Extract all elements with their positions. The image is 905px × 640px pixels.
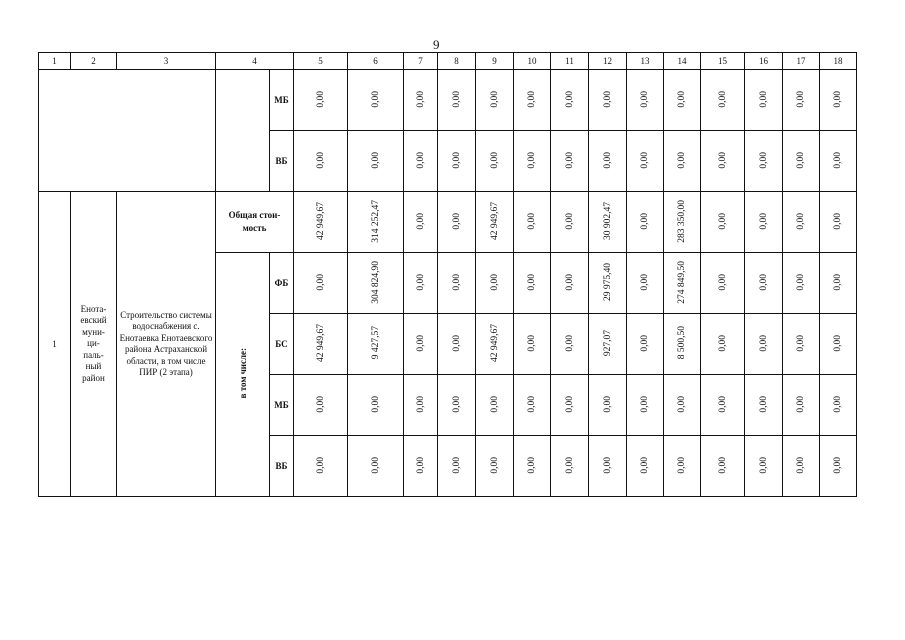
value-cell-text: 0,00 — [315, 90, 326, 108]
value-cell — [627, 436, 664, 497]
value-cell — [294, 131, 348, 192]
value-cell-text: 0,00 — [640, 334, 650, 352]
value-cell-text: 0,00 — [489, 151, 500, 169]
value-cell-text: 0,00 — [415, 90, 426, 108]
total-value-cell — [514, 192, 551, 253]
column-header: 13 — [627, 53, 664, 70]
value-cell — [476, 253, 514, 314]
value-cell-text: 0,00 — [315, 151, 326, 169]
value-cell-text: 0,00 — [717, 334, 728, 352]
value-cell-text: 927,07 — [602, 329, 613, 357]
value-cell — [294, 70, 348, 131]
total-value-cell-text: 0,00 — [758, 212, 769, 230]
value-cell — [476, 436, 514, 497]
total-value-cell-text: 0,00 — [564, 212, 575, 230]
table-body — [39, 53, 857, 497]
column-header: 5 — [294, 53, 348, 70]
value-cell-text: 0,00 — [833, 90, 843, 108]
value-cell — [664, 375, 701, 436]
value-cell-text: 0,00 — [677, 151, 687, 169]
value-cell — [820, 70, 857, 131]
value-cell-text: 0,00 — [370, 456, 381, 474]
value-cell — [404, 375, 438, 436]
value-cell — [404, 314, 438, 375]
value-cell — [551, 375, 589, 436]
value-cell — [476, 70, 514, 131]
column-header: 8 — [438, 53, 476, 70]
value-cell — [348, 375, 404, 436]
value-cell — [664, 314, 701, 375]
value-cell — [438, 70, 476, 131]
source-label: ВБ — [270, 436, 294, 497]
column-header: 16 — [745, 53, 783, 70]
value-cell-text: 0,00 — [602, 90, 613, 108]
total-value-cell-text: 314 252,47 — [370, 199, 381, 243]
value-cell — [476, 314, 514, 375]
value-cell — [820, 314, 857, 375]
value-cell — [783, 375, 820, 436]
value-cell-text: 0,00 — [315, 395, 326, 413]
value-cell — [783, 253, 820, 314]
value-cell — [589, 314, 627, 375]
value-cell — [701, 70, 745, 131]
source-label: МБ — [270, 375, 294, 436]
value-cell-text: 0,00 — [415, 273, 426, 291]
value-cell-text: 0,00 — [564, 273, 575, 291]
value-cell-text: 0,00 — [602, 395, 613, 413]
total-value-cell-text: 283 350,00 — [677, 199, 687, 243]
value-cell-text: 0,00 — [717, 151, 728, 169]
value-cell-text: 0,00 — [833, 395, 843, 413]
value-cell-text: 0,00 — [758, 395, 769, 413]
total-cost-label: Общая стои- мость — [216, 192, 294, 253]
column-header: 15 — [701, 53, 745, 70]
value-cell-text: 0,00 — [602, 151, 613, 169]
total-value-cell — [404, 192, 438, 253]
total-value-cell-text: 42 949,67 — [489, 202, 500, 240]
total-value-cell — [783, 192, 820, 253]
column-header: 4 — [216, 53, 294, 70]
value-cell — [294, 375, 348, 436]
value-cell-text: 0,00 — [640, 395, 650, 413]
page-number: 9 — [433, 37, 440, 52]
header-row — [39, 53, 857, 70]
total-value-cell-text: 0,00 — [796, 212, 806, 230]
value-cell — [701, 131, 745, 192]
table-row — [39, 192, 857, 253]
value-cell-text: 0,00 — [796, 334, 806, 352]
value-cell — [404, 131, 438, 192]
value-cell-text: 0,00 — [833, 334, 843, 352]
total-value-cell-text: 0,00 — [717, 212, 728, 230]
value-cell-text: 0,00 — [717, 456, 728, 474]
value-cell — [348, 70, 404, 131]
total-value-cell — [438, 192, 476, 253]
empty-cell — [216, 70, 270, 192]
total-value-cell — [701, 192, 745, 253]
value-cell — [745, 253, 783, 314]
total-value-cell-text: 0,00 — [527, 212, 537, 230]
value-cell-text: 0,00 — [527, 334, 537, 352]
value-cell-text: 0,00 — [527, 151, 537, 169]
value-cell — [783, 70, 820, 131]
column-header: 17 — [783, 53, 820, 70]
value-cell-text: 0,00 — [717, 90, 728, 108]
value-cell-text: 0,00 — [415, 334, 426, 352]
value-cell — [476, 131, 514, 192]
source-label: ВБ — [270, 131, 294, 192]
value-cell — [514, 314, 551, 375]
value-cell-text: 0,00 — [564, 151, 575, 169]
value-cell-text: 0,00 — [451, 456, 462, 474]
value-cell — [294, 253, 348, 314]
value-cell-text: 0,00 — [527, 456, 537, 474]
value-cell — [438, 375, 476, 436]
value-cell — [664, 131, 701, 192]
total-value-cell — [476, 192, 514, 253]
column-header: 3 — [117, 53, 216, 70]
value-cell — [589, 253, 627, 314]
value-cell — [701, 314, 745, 375]
value-cell — [551, 436, 589, 497]
value-cell — [701, 253, 745, 314]
project-cell: Строительство системы водоснабжения с. Енотаевка Енотаевского района Астраханской области, в том числе ПИР (2 этапа) — [117, 192, 216, 497]
column-header: 11 — [551, 53, 589, 70]
value-cell — [348, 253, 404, 314]
row-number: 1 — [39, 192, 71, 497]
source-label: БС — [270, 314, 294, 375]
value-cell — [745, 70, 783, 131]
value-cell-text: 8 500,50 — [677, 326, 687, 360]
value-cell-text: 0,00 — [527, 395, 537, 413]
value-cell-text: 0,00 — [415, 395, 426, 413]
value-cell-text: 0,00 — [451, 273, 462, 291]
value-cell — [627, 314, 664, 375]
value-cell-text: 0,00 — [758, 273, 769, 291]
value-cell — [701, 436, 745, 497]
value-cell-text: 0,00 — [370, 395, 381, 413]
value-cell — [745, 314, 783, 375]
value-cell — [783, 436, 820, 497]
value-cell-text: 0,00 — [677, 456, 687, 474]
value-cell — [404, 436, 438, 497]
value-cell — [551, 314, 589, 375]
value-cell — [438, 253, 476, 314]
total-value-cell-text: 30 902,47 — [602, 202, 613, 240]
total-value-cell — [664, 192, 701, 253]
district-cell: Енота- евский муни- ци- паль- ный район — [71, 192, 117, 497]
value-cell — [664, 436, 701, 497]
column-header: 14 — [664, 53, 701, 70]
value-cell-text: 0,00 — [451, 90, 462, 108]
table-row — [39, 70, 857, 131]
column-header: 6 — [348, 53, 404, 70]
value-cell — [664, 253, 701, 314]
value-cell-text: 0,00 — [717, 395, 728, 413]
value-cell-text: 0,00 — [833, 456, 843, 474]
value-cell-text: 42 949,67 — [315, 324, 326, 362]
value-cell — [627, 70, 664, 131]
value-cell — [820, 436, 857, 497]
value-cell — [627, 253, 664, 314]
value-cell — [476, 375, 514, 436]
value-cell-text: 42 949,67 — [489, 324, 500, 362]
value-cell-text: 0,00 — [564, 395, 575, 413]
value-cell — [820, 375, 857, 436]
value-cell-text: 0,00 — [677, 395, 687, 413]
value-cell — [551, 131, 589, 192]
including-label-text: в том числе: — [237, 348, 248, 399]
value-cell-text: 0,00 — [564, 90, 575, 108]
total-value-cell — [294, 192, 348, 253]
value-cell — [551, 253, 589, 314]
including-label — [216, 253, 270, 497]
value-cell — [745, 375, 783, 436]
value-cell-text: 0,00 — [796, 273, 806, 291]
value-cell — [589, 436, 627, 497]
value-cell — [627, 131, 664, 192]
source-label: МБ — [270, 70, 294, 131]
total-value-cell — [820, 192, 857, 253]
value-cell — [404, 253, 438, 314]
value-cell — [589, 70, 627, 131]
column-header: 7 — [404, 53, 438, 70]
value-cell — [438, 131, 476, 192]
value-cell-text: 0,00 — [489, 395, 500, 413]
total-value-cell-text: 0,00 — [833, 212, 843, 230]
value-cell-text: 0,00 — [489, 90, 500, 108]
column-header: 9 — [476, 53, 514, 70]
value-cell-text: 0,00 — [315, 273, 326, 291]
value-cell-text: 0,00 — [833, 151, 843, 169]
value-cell-text: 0,00 — [489, 456, 500, 474]
value-cell — [294, 436, 348, 497]
value-cell-text: 0,00 — [564, 334, 575, 352]
column-header: 2 — [71, 53, 117, 70]
value-cell-text: 0,00 — [640, 90, 650, 108]
value-cell — [745, 436, 783, 497]
value-cell-text: 0,00 — [833, 273, 843, 291]
value-cell-text: 0,00 — [415, 456, 426, 474]
value-cell-text: 0,00 — [451, 395, 462, 413]
value-cell-text: 0,00 — [451, 334, 462, 352]
total-value-cell — [745, 192, 783, 253]
value-cell-text: 0,00 — [527, 273, 537, 291]
value-cell — [348, 131, 404, 192]
value-cell-text: 0,00 — [527, 90, 537, 108]
total-value-cell — [551, 192, 589, 253]
value-cell-text: 0,00 — [677, 90, 687, 108]
total-value-cell — [348, 192, 404, 253]
total-value-cell-text: 0,00 — [415, 212, 426, 230]
value-cell-text: 0,00 — [758, 334, 769, 352]
value-cell-text: 0,00 — [640, 456, 650, 474]
value-cell-text: 0,00 — [717, 273, 728, 291]
value-cell-text: 0,00 — [315, 456, 326, 474]
value-cell — [514, 375, 551, 436]
value-cell — [664, 70, 701, 131]
value-cell-text: 0,00 — [602, 456, 613, 474]
source-label: ФБ — [270, 253, 294, 314]
value-cell-text: 0,00 — [796, 151, 806, 169]
value-cell-text: 0,00 — [640, 273, 650, 291]
value-cell — [820, 131, 857, 192]
column-header: 1 — [39, 53, 71, 70]
value-cell — [551, 70, 589, 131]
value-cell-text: 0,00 — [758, 90, 769, 108]
empty-cell — [39, 70, 216, 192]
value-cell-text: 0,00 — [451, 151, 462, 169]
value-cell-text: 274 849,50 — [677, 260, 687, 304]
value-cell-text: 29 975,40 — [602, 263, 613, 301]
budget-table — [38, 52, 857, 497]
value-cell — [404, 70, 438, 131]
value-cell-text: 9 427,57 — [370, 326, 381, 360]
value-cell-text: 0,00 — [796, 395, 806, 413]
value-cell-text: 304 824,90 — [370, 260, 381, 304]
value-cell — [348, 314, 404, 375]
value-cell — [514, 436, 551, 497]
value-cell-text: 0,00 — [796, 456, 806, 474]
value-cell-text: 0,00 — [758, 456, 769, 474]
column-header: 10 — [514, 53, 551, 70]
value-cell-text: 0,00 — [415, 151, 426, 169]
value-cell — [514, 253, 551, 314]
value-cell-text: 0,00 — [370, 90, 381, 108]
total-value-cell-text: 42 949,67 — [315, 202, 326, 240]
value-cell-text: 0,00 — [640, 151, 650, 169]
value-cell — [589, 131, 627, 192]
value-cell — [783, 131, 820, 192]
total-value-cell — [627, 192, 664, 253]
value-cell-text: 0,00 — [796, 90, 806, 108]
value-cell — [783, 314, 820, 375]
value-cell — [745, 131, 783, 192]
value-cell — [438, 314, 476, 375]
value-cell-text: 0,00 — [489, 273, 500, 291]
value-cell-text: 0,00 — [370, 151, 381, 169]
value-cell — [589, 375, 627, 436]
value-cell — [701, 375, 745, 436]
value-cell — [294, 314, 348, 375]
value-cell — [514, 70, 551, 131]
value-cell — [627, 375, 664, 436]
column-header: 12 — [589, 53, 627, 70]
total-value-cell — [589, 192, 627, 253]
value-cell — [514, 131, 551, 192]
value-cell — [438, 436, 476, 497]
value-cell-text: 0,00 — [758, 151, 769, 169]
value-cell — [820, 253, 857, 314]
column-header: 18 — [820, 53, 857, 70]
value-cell-text: 0,00 — [564, 456, 575, 474]
total-value-cell-text: 0,00 — [640, 212, 650, 230]
value-cell — [348, 436, 404, 497]
total-value-cell-text: 0,00 — [451, 212, 462, 230]
